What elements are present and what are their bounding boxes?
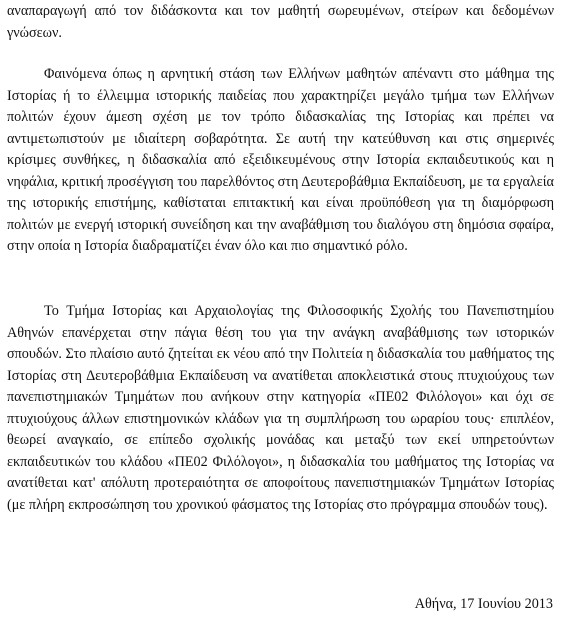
signature-date: Αθήνα, 17 Ιουνίου 2013 bbox=[414, 596, 553, 612]
paragraph-department-position bbox=[7, 301, 554, 516]
paragraph-text: αναπαραγωγή από τον διδάσκοντα και τον μαθητή σωρευμένων, στείρων και δεδομένων γνώσεων. bbox=[7, 3, 554, 41]
paragraph-text: Φαινόμενα όπως η αρνητική στάση των Ελλήνων μαθητών απέναντι στο μάθημα της Ιστορίας ή το έλλειμμα ιστορικής παιδείας που χαρακτηρίζει μεγάλο τμήμα των Ελλήνων πολιτών έχουν άμεση σχέση με τον τρόπο διδασκαλίας της Ιστορίας και πρέπει να αντιμετωπιστούν με ιδιαίτερη σοβαρότητα. Σε αυτή την κατεύθυνση και στις σημερινές κρίσιμες συνθήκες, η διδασκαλία από εξειδικευμένους στην Ιστορία εκπαιδευτικούς και η νηφάλια, κριτική προσέγγιση του παρελθόντος στη Δευτεροβάθμια Εκπαίδευση, με τα εργαλεία της ιστορικής επιστήμης, καθίσταται επιτακτική και είναι προϋπόθεση για τη διαμόρφωση πολιτών με ενεργή ιστορική συνείδηση και την αναβάθμιση του διαλόγου στη δημόσια σφαίρα, στην οποία η Ιστορία διαδραματίζει έναν όλο και πιο σημαντικό ρόλο. bbox=[7, 66, 554, 254]
paragraph-text: Το Τμήμα Ιστορίας και Αρχαιολογίας της Φιλοσοφικής Σχολής του Πανεπιστημίου Αθηνών επανέρχεται στην πάγια θέση του για την ανάγκη αναβάθμισης των ιστορικών σπουδών. Στο πλαίσιο αυτό ζητείται εκ νέου από την Πολιτεία η διδασκαλία του μαθήματος της Ιστορίας στη Δευτεροβάθμια Εκπαίδευση να ανατίθεται αποκλειστικά στους πτυχιούχους των πανεπιστημιακών Τμημάτων που ανήκουν στην κατηγορία «ΠΕ02 Φιλόλογοι» και όχι σε πτυχιούχους άλλων επιστημονικών κλάδων για τη συμπλήρωση του ωραρίου τους· επιπλέον, θεωρεί αναγκαίο, σε επίπεδο σχολικής μονάδας και μεταξύ των εκεί υπηρετούντων εκπαιδευτικών του κλάδου «ΠΕ02 Φιλόλογοι», η διδασκαλία του μαθήματος της Ιστορίας να ανατίθεται κατ' απόλυτη προτεραιότητα σε αποφοίτους πανεπιστημιακών Τμημάτων Ιστορίας (με πλήρη εκπροσώπηση του χρονικού φάσματος της Ιστορίας στο πρόγραμμα σπουδών τους). bbox=[7, 303, 554, 513]
paragraph-history-teaching bbox=[7, 64, 554, 258]
paragraph-continuation bbox=[7, 1, 554, 44]
